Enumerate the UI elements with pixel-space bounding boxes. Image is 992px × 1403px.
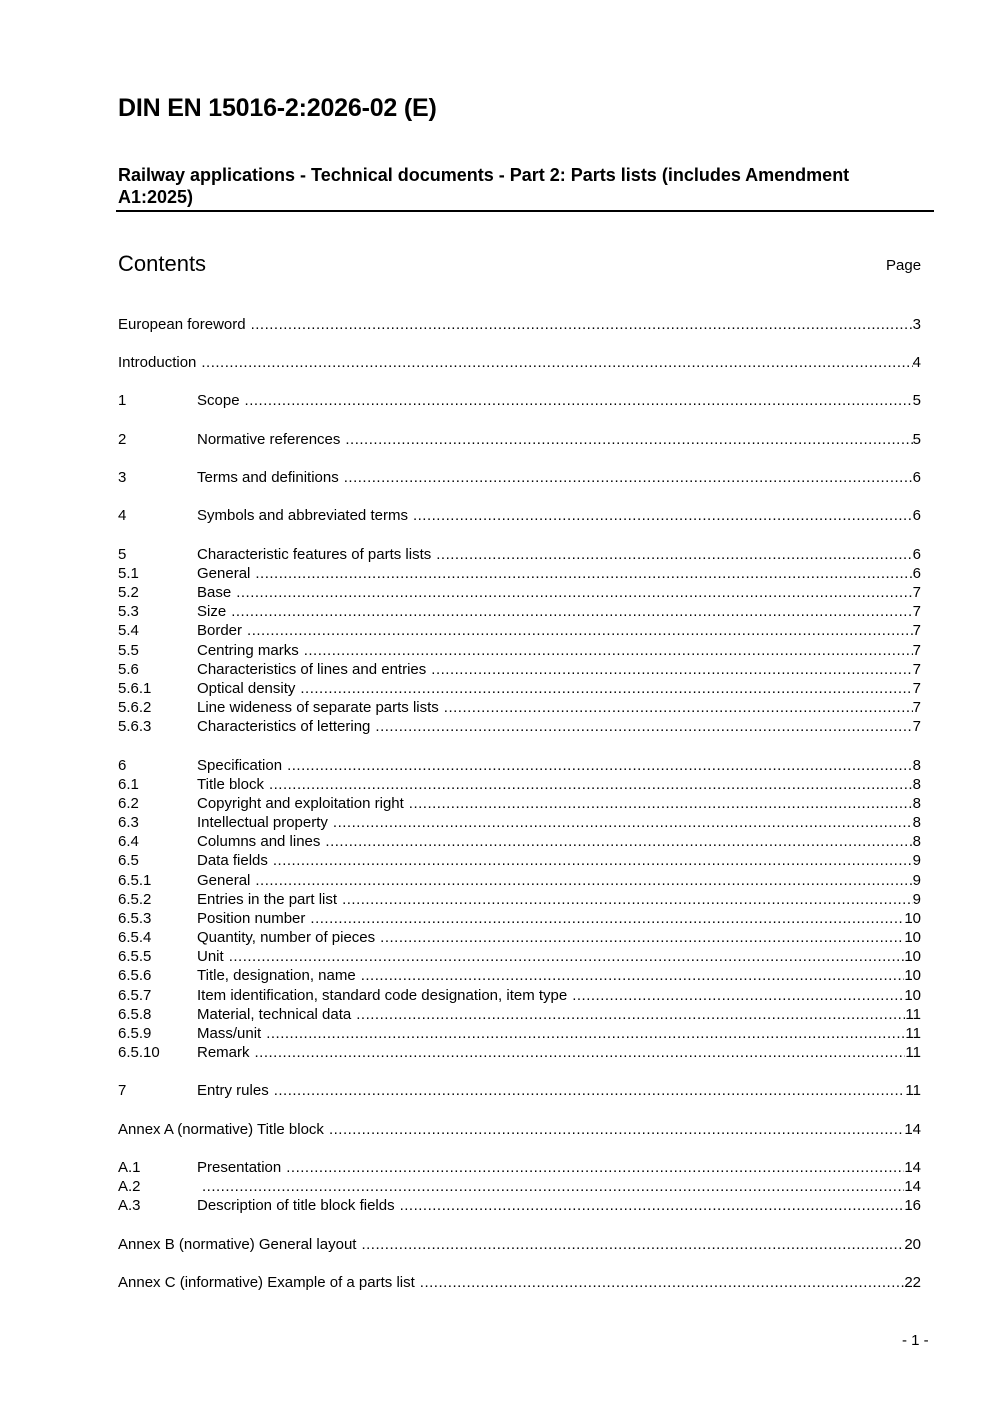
document-title: Railway applications - Technical documents - Part 2: Parts lists (includes Amendment A1:2025) [118,165,850,207]
toc-entry[interactable] [118,813,921,832]
toc-entry-number: 5 [118,546,127,563]
toc-entry[interactable] [118,679,921,698]
toc-entry-number: 1 [118,392,127,409]
toc-entry-title: Annex B (normative) General layout [118,1236,357,1253]
toc-entry[interactable] [118,1177,921,1196]
toc-dot-leader [431,660,912,679]
toc-entry[interactable] [118,1158,921,1177]
toc-entry-number: 2 [118,431,127,448]
toc-entry-number: 6.2 [118,795,139,812]
toc-entry-number: A.1 [118,1159,141,1176]
toc-entry[interactable] [118,564,921,583]
toc-dot-leader [436,545,912,564]
toc-entry-page: 5 [912,431,921,448]
toc-entry-page: 9 [912,872,921,889]
toc-dot-leader [329,1120,904,1139]
toc-entry[interactable] [118,1196,921,1215]
toc-entry-title: Item identification, standard code designation, item type [197,987,568,1004]
toc-dot-leader [245,391,913,410]
toc-entry-title: Optical density [197,680,296,697]
toc-entry-title: Normative references [197,431,341,448]
toc-entry-title: Characteristics of lines and entries [197,661,427,678]
toc-entry[interactable] [118,583,921,602]
toc-entry-page: 8 [912,795,921,812]
toc-entry-page: 20 [904,1236,921,1253]
toc-entry-number: 6 [118,757,127,774]
toc-entry-number: 7 [118,1082,127,1099]
toc-entry-title: Symbols and abbreviated terms [197,507,408,524]
toc-entry[interactable] [118,353,921,372]
toc-entry-number: 6.5.7 [118,987,152,1004]
toc-entry-title: Entries in the part list [197,891,338,908]
document-id: DIN EN 15016-2:2026-02 (E) [118,94,437,122]
toc-dot-leader [444,698,913,717]
toc-entry[interactable] [118,890,921,909]
toc-dot-leader [380,928,904,947]
toc-entry[interactable] [118,756,921,775]
toc-entry-title: Unit [197,948,224,965]
toc-entry[interactable] [118,832,921,851]
toc-dot-leader [345,430,912,449]
toc-entry-title: Intellectual property [197,814,328,831]
toc-entry[interactable] [118,717,921,736]
toc-entry-page: 11 [905,1044,921,1061]
toc-entry[interactable] [118,909,921,928]
toc-entry-page: 10 [904,929,921,946]
toc-dot-leader [274,1081,906,1100]
toc-dot-leader [420,1273,905,1292]
title-divider [116,210,934,212]
toc-entry-number: 5.6.3 [118,718,152,735]
toc-entry-page: 10 [904,987,921,1004]
toc-entry-title: Base [197,584,232,601]
toc-entry-title: Presentation [197,1159,282,1176]
toc-entry-title: Specification [197,757,283,774]
toc-dot-leader [255,871,912,890]
toc-entry-page: 6 [912,469,921,486]
toc-entry-page: 7 [912,603,921,620]
toc-entry-title: General [197,565,251,582]
toc-entry[interactable] [118,1120,921,1139]
toc-entry-page: 16 [904,1197,921,1214]
toc-entry[interactable] [118,986,921,1005]
toc-entry[interactable] [118,1024,921,1043]
toc-dot-leader [344,468,913,487]
toc-dot-leader [273,851,913,870]
toc-entry-page: 11 [905,1006,921,1023]
toc-dot-leader [236,583,912,602]
toc-entry-number: 6.5.3 [118,910,152,927]
page-column-heading: Page [886,257,922,274]
toc-dot-leader [304,641,913,660]
toc-dot-leader [325,832,912,851]
toc-entry-title: Annex A (normative) Title block [118,1121,324,1138]
toc-dot-leader [287,756,913,775]
toc-entry-page: 6 [912,546,921,563]
toc-entry[interactable] [118,315,921,334]
toc-dot-leader [413,506,913,525]
toc-entry[interactable] [118,641,921,660]
toc-entry[interactable] [118,430,921,449]
toc-dot-leader [409,794,913,813]
toc-entry-page: 11 [905,1025,921,1042]
toc-dot-leader [201,353,912,372]
toc-dot-leader [286,1158,904,1177]
toc-entry-page: 8 [912,757,921,774]
toc-entry-number: 5.6.1 [118,680,152,697]
toc-entry[interactable] [118,1081,921,1100]
toc-entry-title: Scope [197,392,240,409]
toc-entry-page: 7 [912,699,921,716]
toc-entry[interactable] [118,506,921,525]
toc-entry-page: 9 [912,852,921,869]
toc-entry-number: 6.5.10 [118,1044,160,1061]
toc-entry-page: 7 [912,642,921,659]
toc-entry-page: 11 [905,1082,921,1099]
toc-entry-page: 22 [904,1274,921,1291]
contents-heading: Contents [118,251,207,276]
toc-entry-title: Entry rules [197,1082,269,1099]
toc-entry[interactable] [118,545,921,564]
toc-entry-page: 3 [912,316,921,333]
toc-entry-page: 8 [912,814,921,831]
toc-entry[interactable] [118,947,921,966]
toc-dot-leader [202,1177,904,1196]
toc-entry-number: 6.5.8 [118,1006,152,1023]
toc-dot-leader [333,813,913,832]
toc-entry[interactable] [118,775,921,794]
toc-entry-number: 6.1 [118,776,139,793]
toc-entry-page: 14 [904,1159,921,1176]
toc-entry-page: 7 [912,661,921,678]
toc-entry[interactable] [118,871,921,890]
toc-entry-number: 6.5.1 [118,872,152,889]
toc-entry-title: Mass/unit [197,1025,262,1042]
toc-entry[interactable] [118,660,921,679]
toc-entry-title: Title, designation, name [197,967,356,984]
toc-entry[interactable] [118,468,921,487]
toc-entry-title: Title block [197,776,264,793]
toc-dot-leader [255,564,912,583]
toc-entry-page: 14 [904,1178,921,1195]
toc-entry-title: Position number [197,910,306,927]
toc-dot-leader [572,986,904,1005]
toc-entry-title: Line wideness of separate parts lists [197,699,439,716]
toc-entry-number: 5.1 [118,565,139,582]
toc-entry-number: 3 [118,469,127,486]
toc-entry-title: General [197,872,251,889]
toc-entry-page: 9 [912,891,921,908]
toc-entry-title: Size [197,603,227,620]
toc-entry[interactable] [118,1273,921,1292]
toc-entry-page: 8 [912,833,921,850]
toc-entry-page: 6 [912,565,921,582]
toc-entry[interactable] [118,602,921,621]
toc-dot-leader [300,679,912,698]
toc-entry[interactable] [118,794,921,813]
toc-entry-page: 7 [912,622,921,639]
toc-entry-title: Annex C (informative) Example of a parts list [118,1274,415,1291]
toc-entry-title: Border [197,622,243,639]
toc-entry-title: Centring marks [197,642,299,659]
toc-entry-page: 7 [912,680,921,697]
toc-entry-page: 4 [912,354,921,371]
toc-entry[interactable] [118,621,921,640]
toc-entry-number: 6.5.5 [118,948,152,965]
toc-entry-title: Material, technical data [197,1006,352,1023]
toc-entry[interactable] [118,928,921,947]
toc-entry[interactable] [118,1005,921,1024]
toc-entry[interactable] [118,698,921,717]
page-number: - 1 - [902,1332,929,1349]
toc-dot-leader [310,909,904,928]
toc-entry-number: 5.6 [118,661,139,678]
toc-entry-number: 6.5.9 [118,1025,152,1042]
toc-dot-leader [375,717,912,736]
toc-entry-page: 10 [904,948,921,965]
toc-entry-number: 4 [118,507,127,524]
toc-entry-page: 8 [912,776,921,793]
toc-dot-leader [255,1043,906,1062]
toc-entry-page: 6 [912,507,921,524]
toc-entry-number: 6.3 [118,814,139,831]
toc-entry-title: Data fields [197,852,268,869]
toc-entry-number: A.2 [118,1178,141,1195]
toc-entry-page: 7 [912,584,921,601]
toc-entry-title: Columns and lines [197,833,321,850]
toc-entry-title: European foreword [118,316,246,333]
toc-entry-page: 7 [912,718,921,735]
toc-entry[interactable] [118,966,921,985]
toc-entry-title: Description of title block fields [197,1197,395,1214]
toc-entry-title: Introduction [118,354,197,371]
toc-dot-leader [247,621,913,640]
toc-entry-number: 5.5 [118,642,139,659]
toc-entry-number: 6.5.2 [118,891,152,908]
toc-entry-number: 6.5.4 [118,929,152,946]
toc-entry-number: 6.5 [118,852,139,869]
toc-entry-title: Characteristics of lettering [197,718,371,735]
toc-entry-title: Copyright and exploitation right [197,795,404,812]
toc-entry-number: 5.6.2 [118,699,152,716]
toc-dot-leader [229,947,905,966]
toc-entry-number: 5.3 [118,603,139,620]
toc-dot-leader [342,890,913,909]
toc-entry-page: 5 [912,392,921,409]
toc-entry-page: 10 [904,910,921,927]
toc-entry-number: A.3 [118,1197,141,1214]
toc-entry-number: 6.5.6 [118,967,152,984]
toc-entry-title: Characteristic features of parts lists [197,546,432,563]
toc-entry[interactable] [118,1235,921,1254]
toc-entry[interactable] [118,391,921,410]
toc-dot-leader [231,602,912,621]
toc-dot-leader [251,315,913,334]
toc-entry-number: 5.2 [118,584,139,601]
toc-entry[interactable] [118,1043,921,1062]
toc-entry-number: 5.4 [118,622,139,639]
toc-entry-title: Remark [197,1044,250,1061]
toc-dot-leader [361,1235,904,1254]
toc-dot-leader [266,1024,905,1043]
toc-dot-leader [269,775,913,794]
toc-entry-page: 14 [904,1121,921,1138]
toc-entry-title: Terms and definitions [197,469,339,486]
toc-dot-leader [361,966,905,985]
toc-dot-leader [356,1005,905,1024]
toc-entry[interactable] [118,851,921,870]
toc-dot-leader [400,1196,905,1215]
toc-entry-title: Quantity, number of pieces [197,929,376,946]
toc-entry-number: 6.4 [118,833,139,850]
toc-entry-page: 10 [904,967,921,984]
